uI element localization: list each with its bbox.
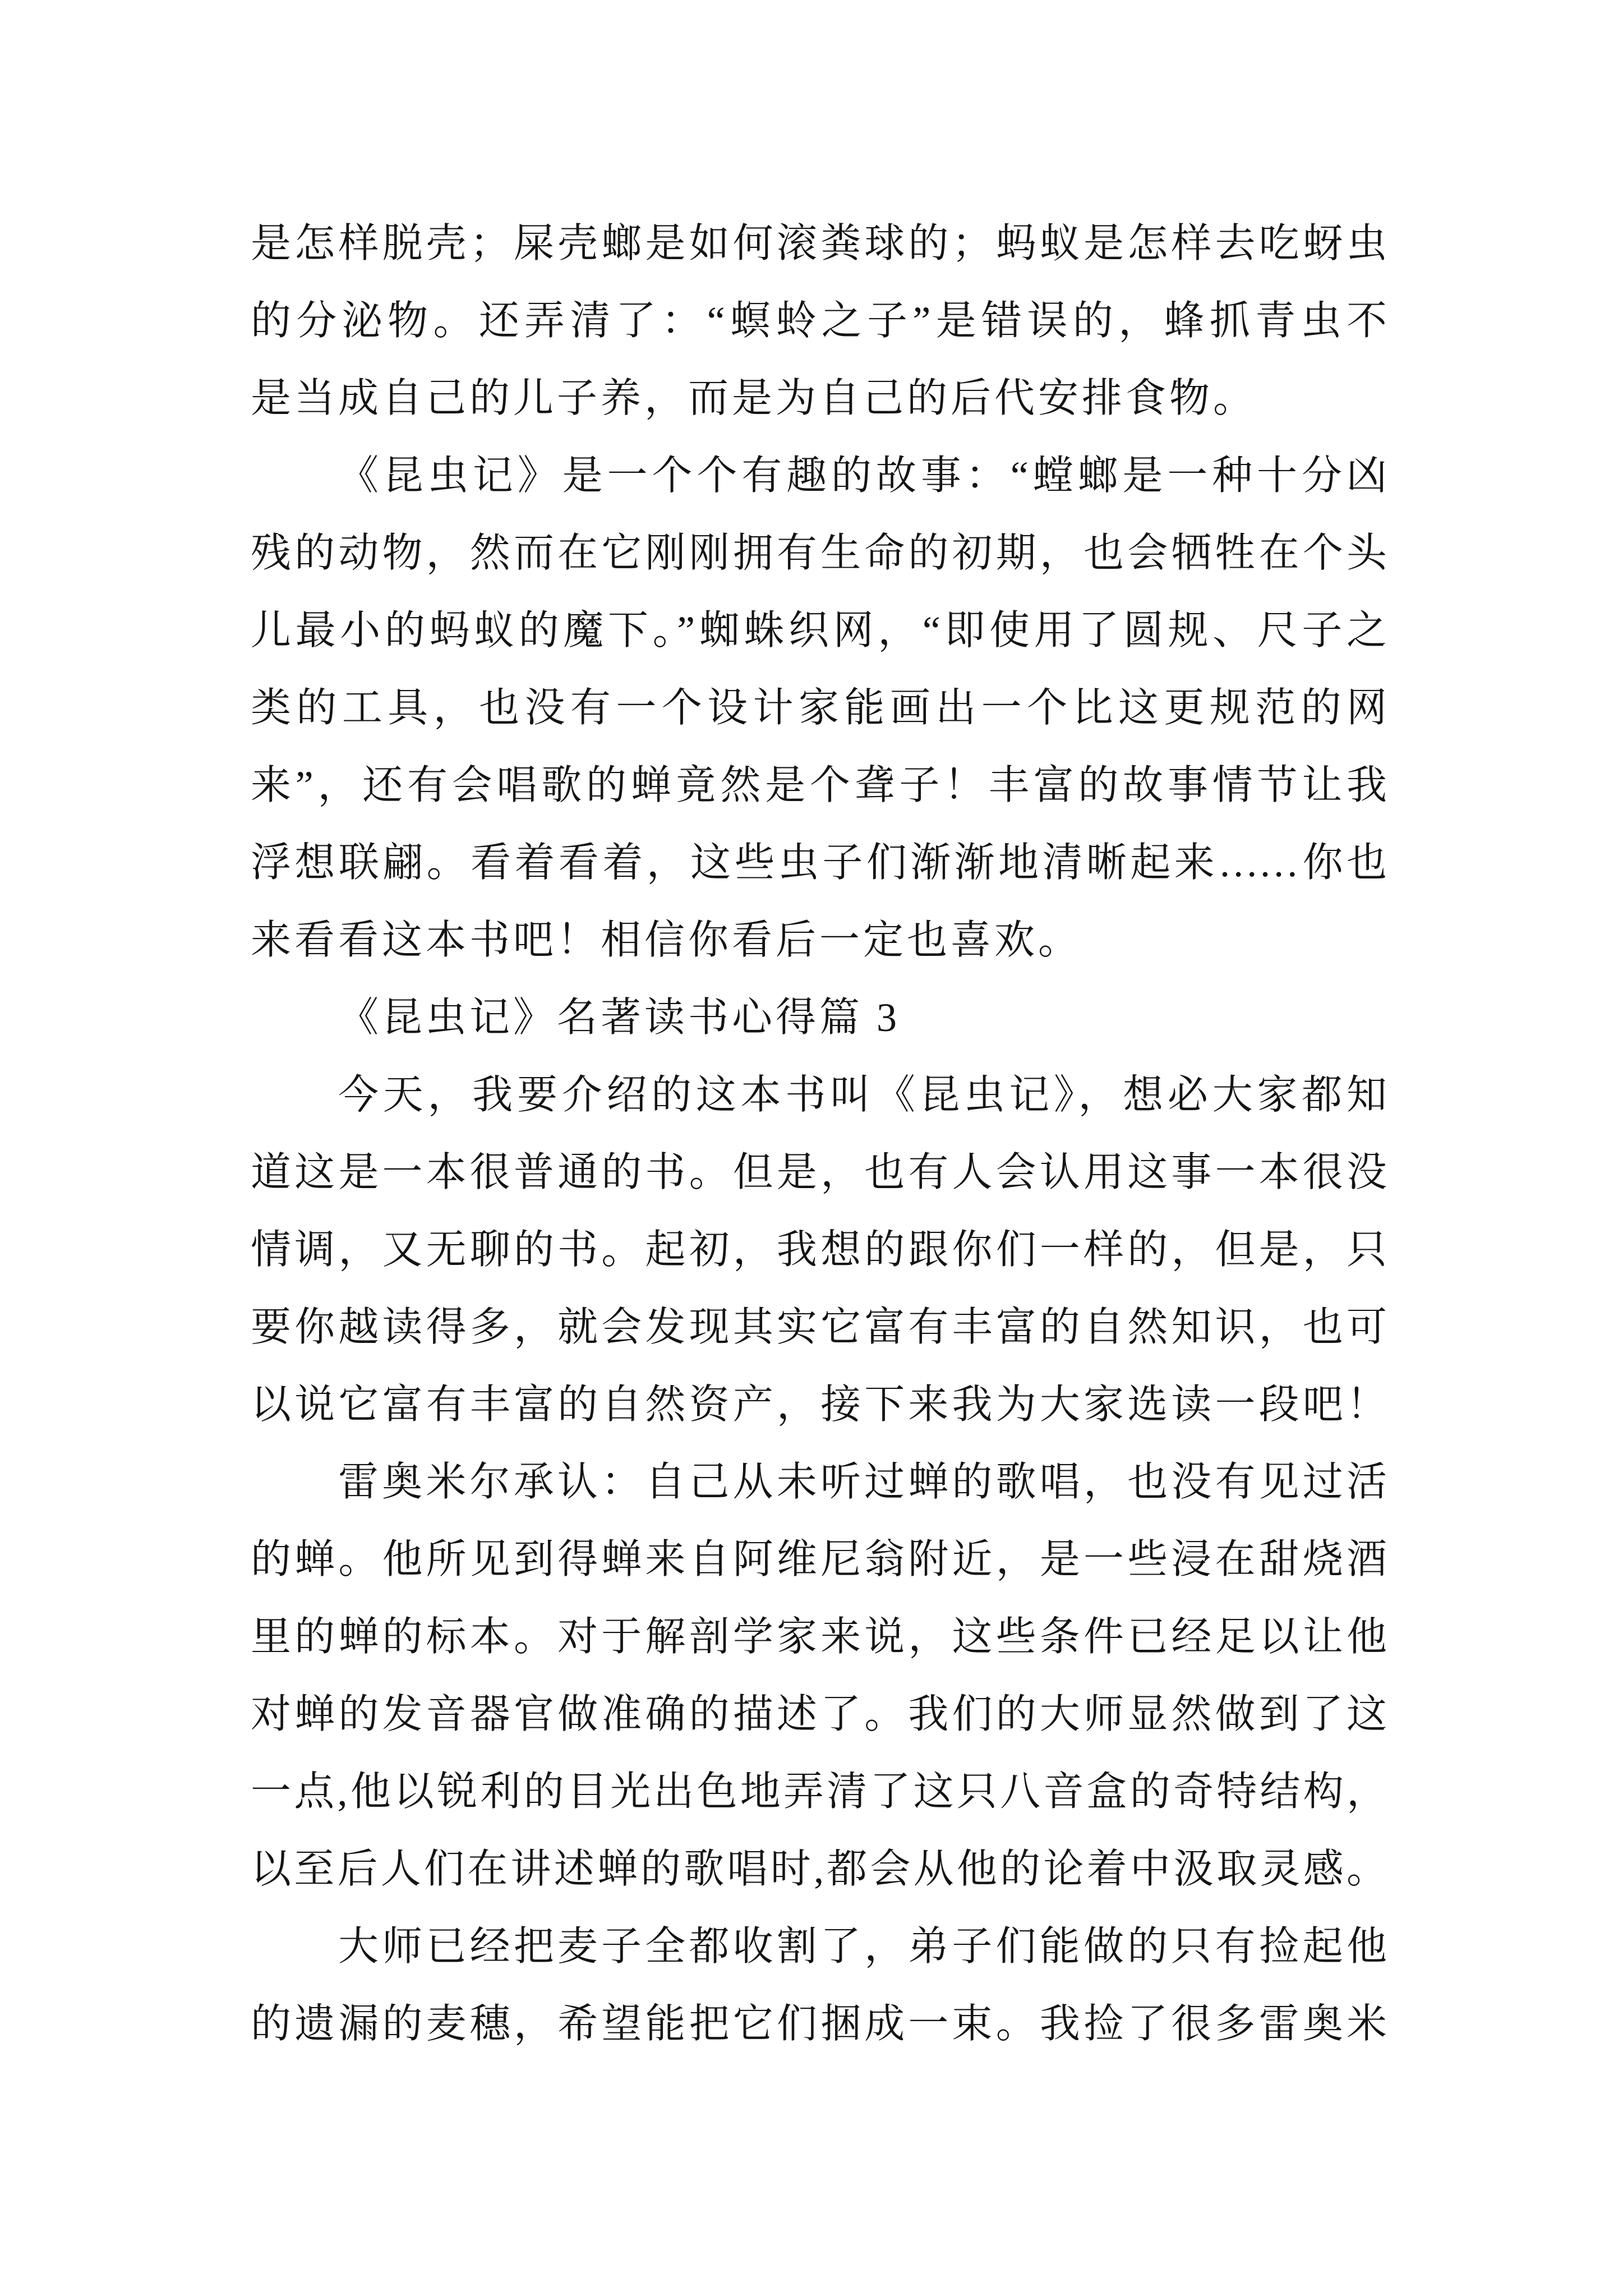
text-line: 来看看这本书吧！相信你看后一定也喜欢。: [251, 918, 1082, 963]
text-line: 的蝉。他所见到得蝉来自阿维尼翁附近，是一些浸在甜烧酒: [251, 1537, 1387, 1582]
text-line: 对蝉的发音器官做准确的描述了。我们的大师显然做到了这: [251, 1692, 1387, 1737]
text-line: 儿最小的蚂蚁的魔下。”蜘蛛织网，“即使用了圆规、尺子之: [251, 608, 1387, 653]
text-line: 大师已经把麦子全都收割了，弟子们能做的只有捡起他: [338, 1924, 1387, 1969]
text-line: 里的蝉的标本。对于解剖学家来说，这些条件已经足以让他: [251, 1614, 1387, 1659]
text-line: 类的工具，也没有一个设计家能画出一个比这更规范的网: [251, 685, 1387, 730]
text-line: 来”，还有会唱歌的蝉竟然是个聋子！丰富的故事情节让我: [251, 763, 1387, 808]
text-line: 的遗漏的麦穗，希望能把它们捆成一束。我捡了很多雷奥米: [251, 2001, 1387, 2046]
text-line: 一点,他以锐利的目光出色地弄清了这只八音盒的奇特结构，: [251, 1769, 1387, 1814]
paragraph: [251, 1056, 1387, 1443]
text-line: 以说它富有丰富的自然资产，接下来我为大家选读一段吧！: [251, 1382, 1387, 1427]
text-line: 今天，我要介绍的这本书叫《昆虫记》，想必大家都知: [338, 1073, 1387, 1117]
paragraph: [251, 1908, 1387, 2063]
text-line: 以至后人们在讲述蝉的歌唱时,都会从他的论着中汲取灵感。: [251, 1847, 1387, 1892]
text-line: 情调，又无聊的书。起初，我想的跟你们一样的，但是，只: [251, 1227, 1387, 1272]
text-line: 浮想联翩。看着看着，这些虫子们渐渐地清晰起来……你也: [251, 840, 1387, 885]
text-line: 《昆虫记》是一个个有趣的故事：“螳螂是一种十分凶: [338, 453, 1387, 498]
text-line: 道这是一本很普通的书。但是，也有人会认用这事一本很没: [251, 1150, 1387, 1195]
text-line: 要你越读得多，就会发现其实它富有丰富的自然知识，也可: [251, 1305, 1387, 1350]
paragraph: [251, 437, 1387, 979]
paragraph: [251, 1443, 1387, 1908]
text-line: 雷奥米尔承认：自己从未听过蝉的歌唱，也没有见过活: [338, 1460, 1387, 1504]
text-line: 是当成自己的儿子养，而是为自己的后代安排食物。: [251, 376, 1257, 421]
text-line: 的分泌物。还弄清了：“螟蛉之子”是错误的，蜂抓青虫不: [251, 298, 1387, 343]
section-heading: 《昆虫记》名著读书心得篇 3: [338, 995, 901, 1040]
body-text: [251, 205, 1387, 2063]
paragraph: [251, 205, 1387, 437]
text-line: 是怎样脱壳；屎壳螂是如何滚粪球的；蚂蚁是怎样去吃蚜虫: [251, 221, 1387, 266]
text-line: 残的动物，然而在它刚刚拥有生命的初期，也会牺牲在个头: [251, 531, 1387, 576]
